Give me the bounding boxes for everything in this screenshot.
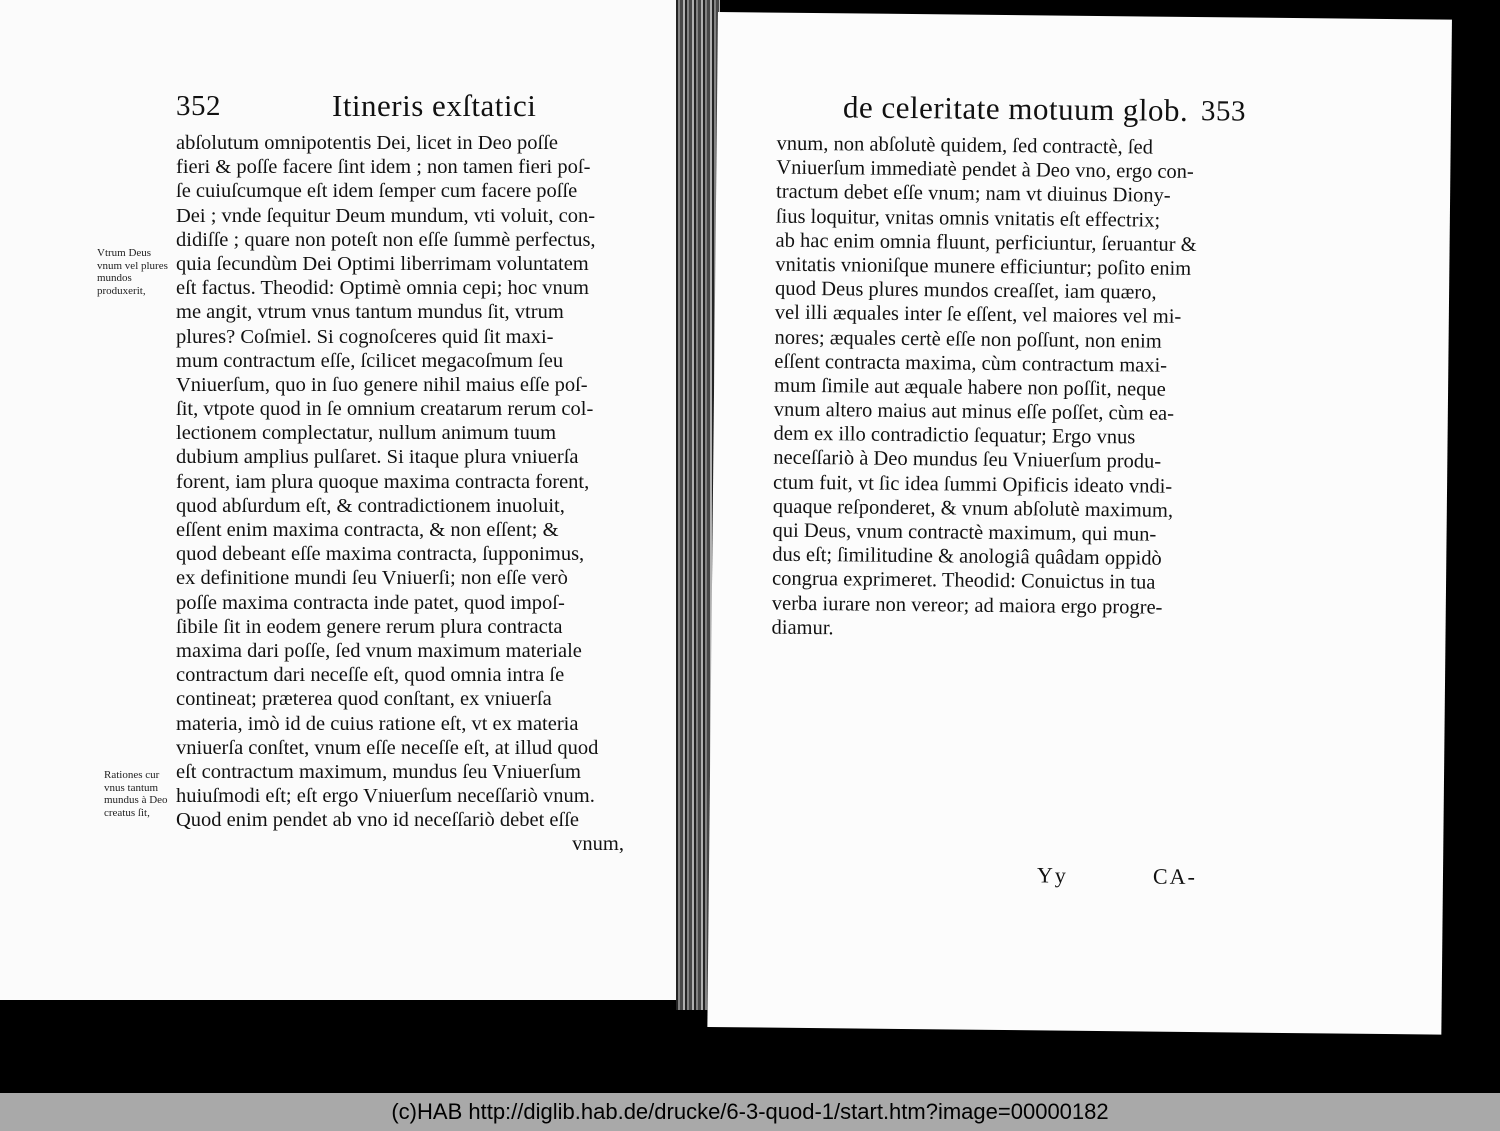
text-line: Quod enim pendet ab vno id neceſſariò debet eſſe (176, 809, 580, 832)
text-line: Vniuerſum, quo in ſuo genere nihil maius eſſe poſ- (176, 373, 588, 396)
text-line: quod abſurdum eſt, & contradictionem inuoluit, (176, 494, 565, 517)
text-line: lectionem complectatur, nullum animum tuum (176, 422, 557, 445)
text-line: mum contractum eſſe, ſcilicet megacoſmum ſeu (176, 349, 564, 372)
text-line: ſius loquitur, vnitas omnis vnitatis eſt effectrix; (775, 205, 1161, 232)
text-line: dus eſt; ſimilitudine & anologiâ quâdam oppidò (772, 543, 1162, 570)
text-line: vnitatis vnioniſque munere efficiuntur; poſito enim (775, 253, 1192, 280)
text-line: me angit, vtrum vnus tantum mundus ſit, vtrum (176, 301, 564, 324)
text-line: contineat; præterea quod conſtant, ex vniuerſa (176, 688, 552, 711)
text-line: vel illi æquales inter ſe eſſent, vel maiores vel mi- (774, 301, 1182, 329)
text-line: qui Deus, vnum contractè maximum, qui mun- (772, 519, 1157, 546)
text-line: Dei ; vnde ſequitur Deum mundum, vti voluit, con- (176, 204, 596, 227)
text-line: ſe cuiuſcumque eſt idem ſemper cum facere poſſe (176, 180, 578, 203)
text-line: eſt contractum maximum, mundus ſeu Vniuerſum (176, 760, 581, 783)
text-line: diamur. (771, 616, 834, 639)
text-line: contractum dari neceſſe eſt, quod omnia intra ſe (176, 664, 565, 687)
text-line: dubium amplius pulſaret. Si itaque plura vniuerſa (176, 446, 579, 469)
text-line: plures? Coſmiel. Si cognoſceres quid ſit maxi- (176, 325, 554, 348)
catchword-left: vnum, (572, 833, 624, 856)
text-line: ex definitione mundi ſeu Vniuerſi; non eſſe verò (176, 567, 568, 590)
text-line: huiuſmodi eſt; eſt ergo Vniuerſum neceſſariò vnum. (176, 785, 595, 808)
text-line: ctum fuit, vt ſic idea ſummi Opificis ideato vndi- (772, 471, 1173, 498)
text-line: forent, iam plura quoque maxima contracta forent, (176, 470, 590, 493)
text-line: congrua exprimeret. Theodid: Conuictus in tua (771, 567, 1156, 594)
catchword-right: CA- (1152, 863, 1197, 890)
text-line: maxima dari poſſe, ſed vnum maximum materiale (176, 639, 582, 662)
text-line: didiſſe ; quare non poteſt non eſſe ſummè perfectus, (176, 228, 596, 251)
margin-note-2: Rationes cur vnus tantum mundus à Deo creatus ſit, (104, 769, 168, 819)
text-line: tractum debet eſſe vnum; nam vt diuinus Diony- (776, 180, 1171, 208)
left-page (0, 0, 676, 1000)
text-line: vnum altero maius aut minus eſſe poſſet, cùm ea- (773, 398, 1175, 425)
text-line: abſolutum omnipotentis Dei, licet in Deo poſſe (176, 132, 559, 154)
text-line: eſt factus. Theodid: Optimè omnia cepi; hoc vnum (176, 277, 589, 300)
right-running-title: de celeritate motuum glob. (842, 89, 1189, 128)
text-line: dem ex illo contradictio ſequatur; Ergo vnus (773, 422, 1136, 449)
text-line: fieri & poſſe facere ſint idem ; non tamen fieri poſ- (176, 156, 591, 179)
right-page-number: 353 (1200, 95, 1247, 128)
text-line: ſit, vtpote quod in ſe omnium creatarum rerum col- (176, 398, 594, 421)
text-line: quod debeant eſſe maxima contracta, ſupponimus, (176, 543, 585, 566)
text-line: mum ſimile aut æquale habere non poſſit, neque (773, 374, 1166, 401)
right-body-text (771, 132, 1256, 645)
text-line: quaque reſponderet, & vnum abſolutè maximum, (772, 495, 1174, 522)
text-line: Vniuerſum immediatè pendet à Deo vno, ergo con- (776, 156, 1194, 184)
text-line: eſſent contracta maxima, cùm contractum maxi- (774, 350, 1168, 377)
margin-note-1: Vtrum Deus vnum vel plures mundos produxerit, (97, 247, 168, 297)
left-body-text (176, 131, 654, 857)
left-page-number: 352 (176, 90, 221, 122)
text-line: quia ſecundùm Dei Optimi liberrimam voluntatem (176, 252, 589, 275)
text-line: poſſe maxima contracta inde patet, quod impoſ- (176, 591, 565, 614)
right-page-header (842, 89, 1263, 128)
signature-mark: Yy (1036, 862, 1069, 888)
text-line: materia, imò id de cuius ratione eſt, vt ex materia (176, 712, 579, 735)
text-line: vnum, non abſolutè quidem, ſed contractè, ſed (776, 132, 1154, 159)
text-line: quod Deus plures mundos creaſſet, iam quæro, (774, 277, 1157, 304)
text-line: eſſent enim maxima contracta, & non eſſent; & (176, 519, 559, 541)
left-running-title: Itineris exſtatici (332, 88, 537, 123)
text-line: ſibile ſit in eodem genere rerum plura contracta (176, 615, 563, 638)
text-line: nores; æquales certè eſſe non poſſunt, non enim (774, 326, 1162, 353)
credit-line: (c)HAB http://diglib.hab.de/drucke/6-3-quod-1/start.htm?image=00000182 (0, 1093, 1500, 1131)
text-line: neceſſariò à Deo mundus ſeu Vniuerſum produ- (773, 447, 1162, 474)
right-page (707, 12, 1452, 1035)
text-line: vniuerſa conſtet, vnum eſſe neceſſe eſt, at illud quod (176, 736, 599, 759)
text-line: verba iurare non vereor; ad maiora ergo progre- (771, 592, 1163, 619)
text-line: ab hac enim omnia fluunt, perficiuntur, ſeruantur & (775, 229, 1197, 256)
